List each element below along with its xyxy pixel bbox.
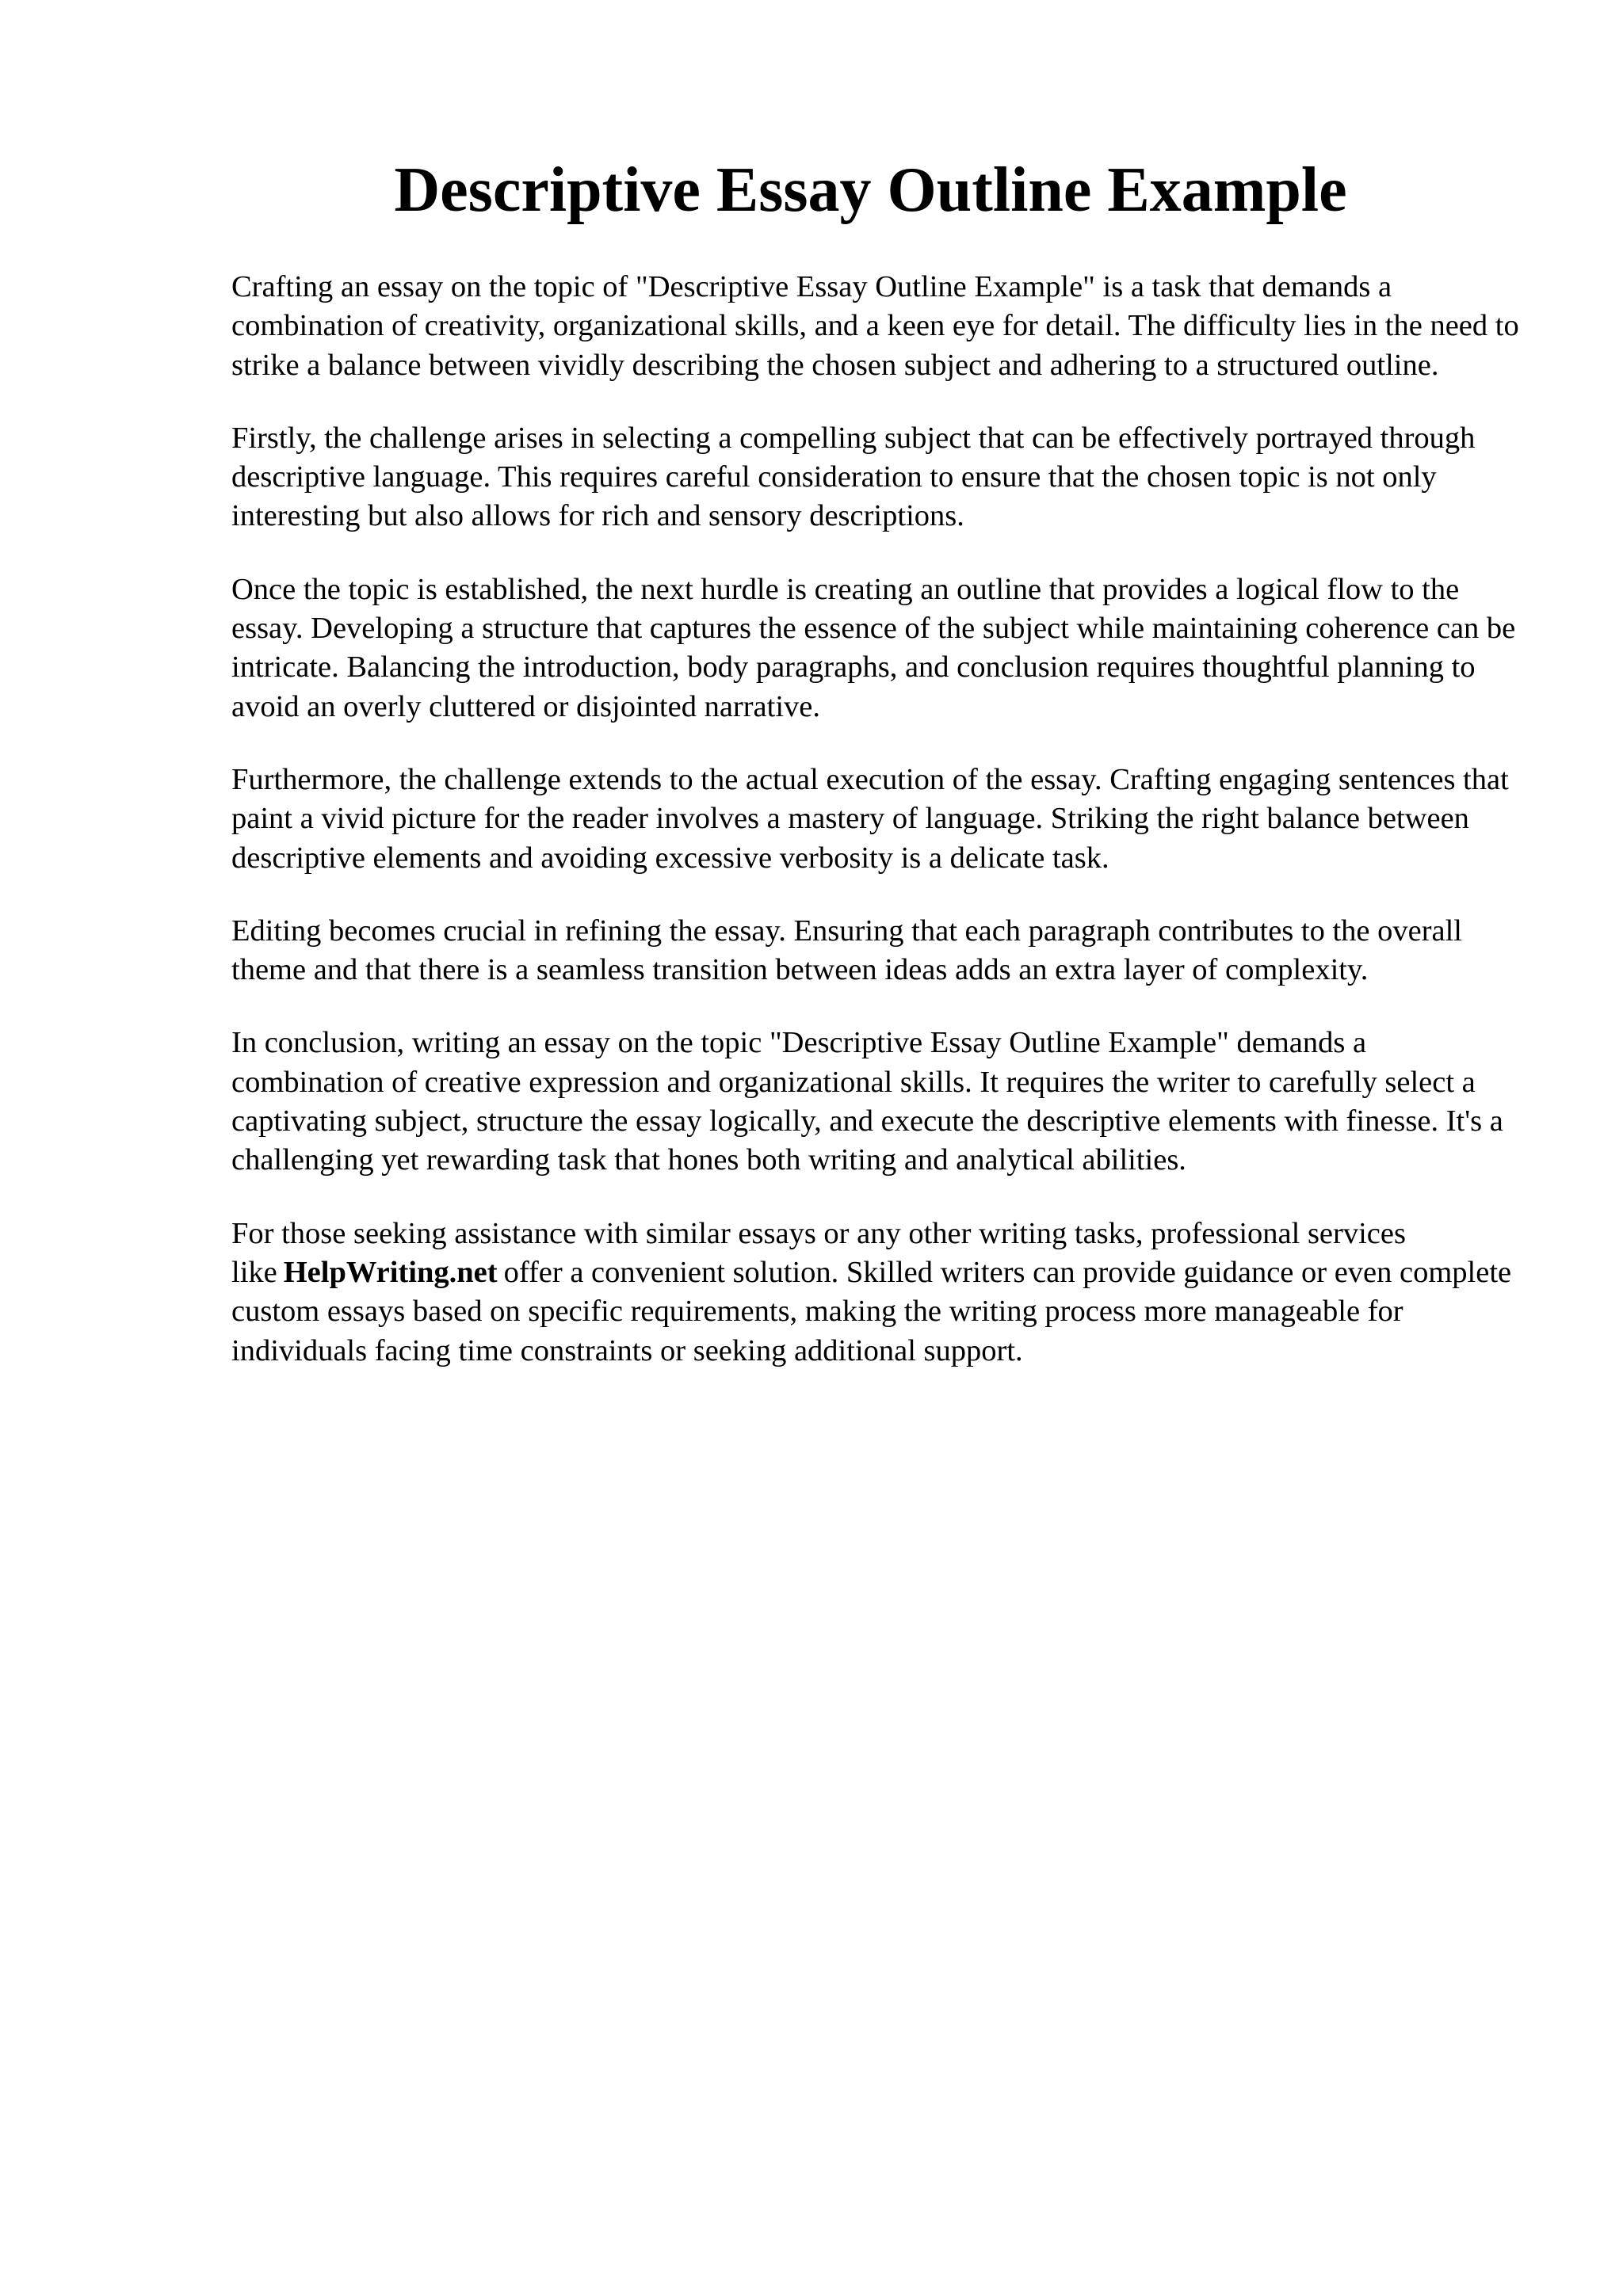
document-body (231, 268, 1525, 1405)
document-title: Descriptive Essay Outline Example (394, 155, 1347, 225)
paragraph-conclusion: In conclusion, writing an essay on the topic "Descriptive Essay Outline Example" demands a combination of creative expression and organizational skills. It requires the writer to carefully select a captivating subject, structure the essay logically, and execute the descriptive elements with finesse. It's a challenging yet rewarding task that hones both writing and analytical abilities. (231, 1026, 1503, 1177)
paragraph-editing: Editing becomes crucial in refining the essay. Ensuring that each paragraph contributes to the overall theme and that there is a seamless transition between ideas adds an extra layer of complexity. (231, 913, 1463, 987)
paragraph-intro: Crafting an essay on the topic of "Descriptive Essay Outline Example" is a task that demands a combination of creativity, organizational skills, and a keen eye for detail. The difficulty lies in the need to strike a balance between vividly describing the chosen subject and adhering to a structured outline. (231, 270, 1519, 382)
services-text-after: offer a convenient solution. Skilled writers can provide guidance or even complete custom essays based on specific requirements, making the writing process more manageable for individuals facing time constraints or seeking additional support. (231, 1255, 1512, 1367)
paragraph-subject-selection: Firstly, the challenge arises in selecting a compelling subject that can be effectively portrayed through descriptive language. This requires careful consideration to ensure that the chosen topic is not only interesting but also allows for rich and sensory descriptions. (231, 421, 1476, 533)
helpwriting-link[interactable]: HelpWriting.net (283, 1255, 498, 1289)
paragraph-execution: Furthermore, the challenge extends to the actual execution of the essay. Crafting engaging sentences that paint a vivid picture for the reader involves a mastery of language. Striking the right balance between descriptive elements and avoiding excessive verbosity is a delicate task. (231, 762, 1509, 875)
paragraph-services (231, 1215, 1525, 1371)
services-text-before: For those seeking assistance with similar essays or any other writing tasks, professional services like (231, 1216, 1406, 1289)
paragraph-outline: Once the topic is established, the next hurdle is creating an outline that provides a logical flow to the essay. Developing a structure that captures the essence of the subject while maintaining coherence can be intricate. Balancing the introduction, body paragraphs, and conclusion requires thoughtful planning to avoid an overly cluttered or disjointed narrative. (231, 572, 1516, 723)
